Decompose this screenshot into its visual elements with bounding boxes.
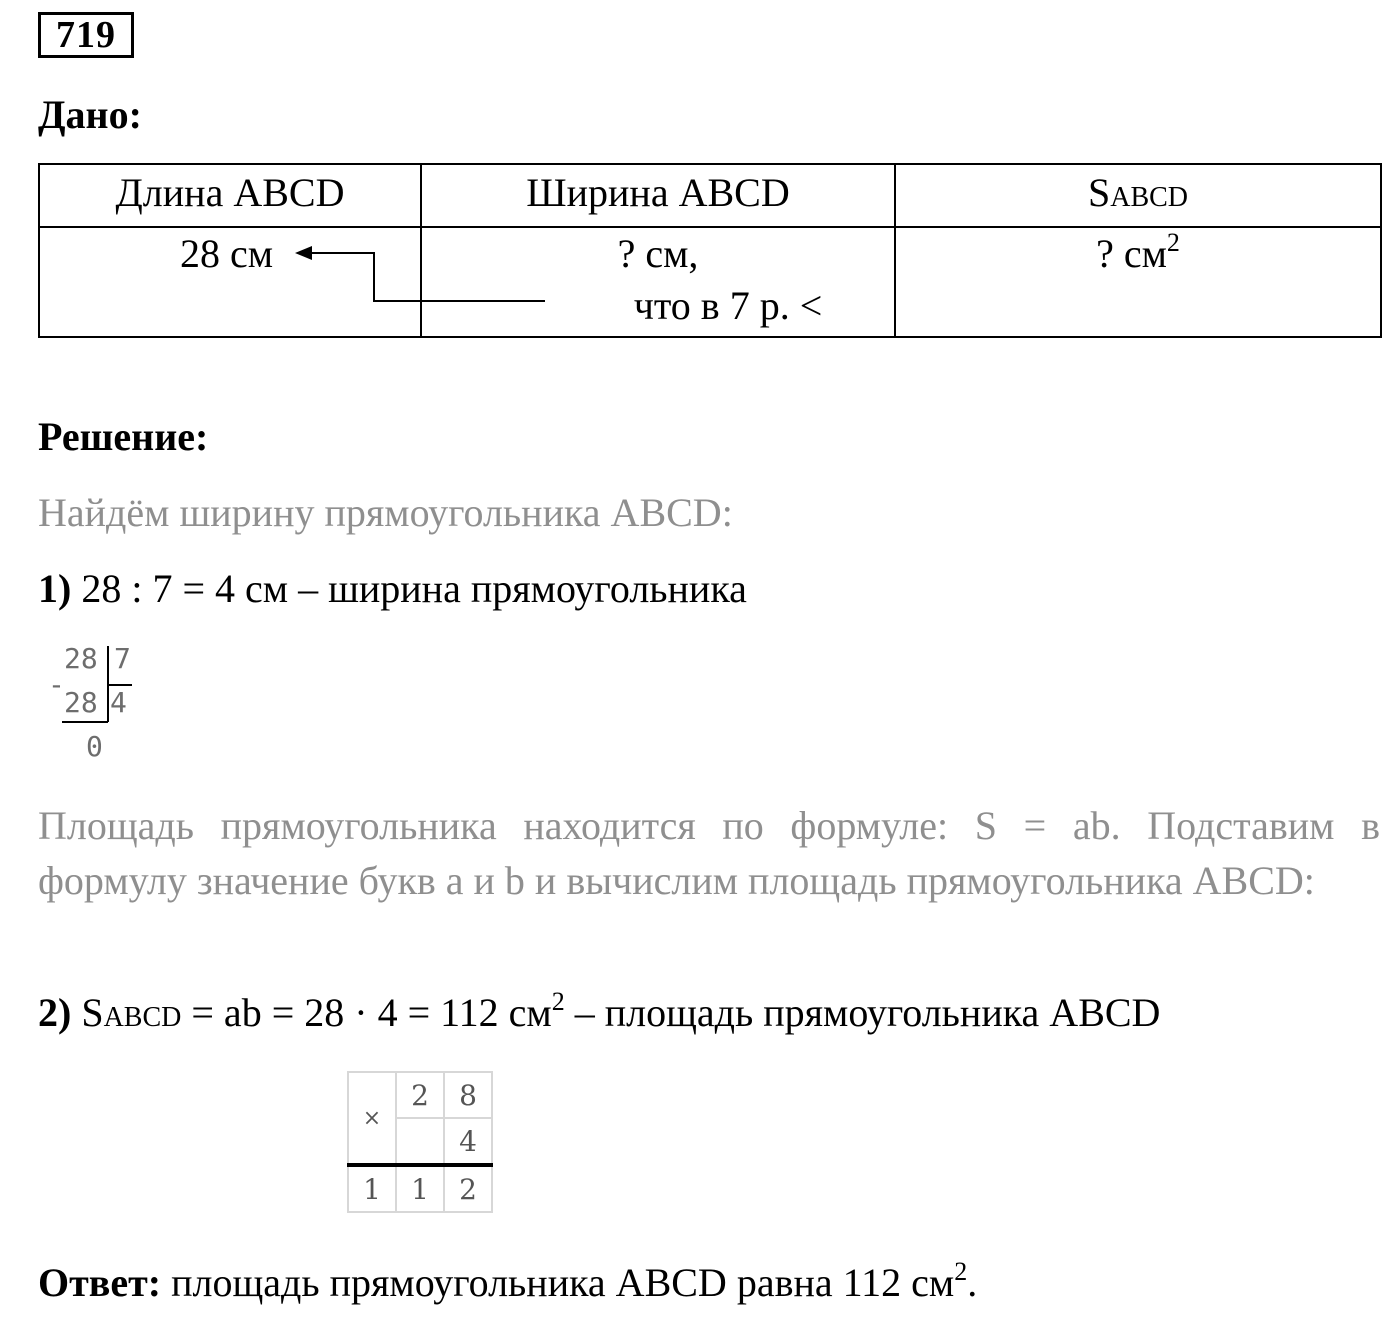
solution-intro: Найдём ширину прямоугольника ABCD: <box>38 490 733 535</box>
step-1: 1) 28 : 7 = 4 см – ширина прямоугольника <box>38 566 747 611</box>
multiply-sign: × <box>348 1072 396 1165</box>
column-header-area: SABCD <box>895 164 1381 227</box>
division-lines <box>40 640 150 740</box>
result-digit: 1 <box>396 1165 444 1212</box>
comparison-arrow <box>0 0 1400 340</box>
width-value-line1: ? см, <box>617 231 699 276</box>
dividend: 28 <box>64 642 98 675</box>
formula-explanation: Площадь прямоугольника находится по формуле: S = ab. Подставим в формулу значение букв a и b и вычислим площадь прямоугольника ABCD: <box>38 803 1380 903</box>
column-header-length: Длина ABCD <box>39 164 421 227</box>
solution-heading: Решение: <box>38 414 209 459</box>
column-multiplication <box>347 1071 493 1213</box>
mult-digit: 2 <box>396 1072 444 1118</box>
step-2: 2) SABCD = ab = 28 · 4 = 112 $см^2$ – площадь прямоугольника ABCD <box>38 987 1161 1035</box>
column-header-width: Ширина ABCD <box>421 164 895 227</box>
result-digit: 1 <box>348 1165 396 1212</box>
remainder: 0 <box>86 730 103 763</box>
area-value-cell: ? $см^2$ <box>895 227 1381 337</box>
answer: Ответ: площадь прямоугольника ABCD равна 112 $см^2$. <box>38 1257 978 1305</box>
quotient: 4 <box>110 686 127 719</box>
mult-digit: 4 <box>444 1118 492 1165</box>
mult-digit: 8 <box>444 1072 492 1118</box>
width-value-line2: что в 7 р. < <box>633 283 823 328</box>
given-heading: Дано: <box>38 92 142 137</box>
task-number: 719 <box>38 12 134 58</box>
answer-label: Ответ: <box>38 1260 162 1305</box>
length-value: 28 см <box>180 231 274 276</box>
answer-text: площадь прямоугольника ABCD равна 112 см <box>161 1260 955 1305</box>
result-digit: 2 <box>444 1165 492 1212</box>
divisor: 7 <box>114 642 131 675</box>
mult-digit <box>396 1118 444 1165</box>
subtrahend: 28 <box>64 686 98 719</box>
long-division <box>40 640 150 770</box>
minus-sign: - <box>48 668 65 701</box>
